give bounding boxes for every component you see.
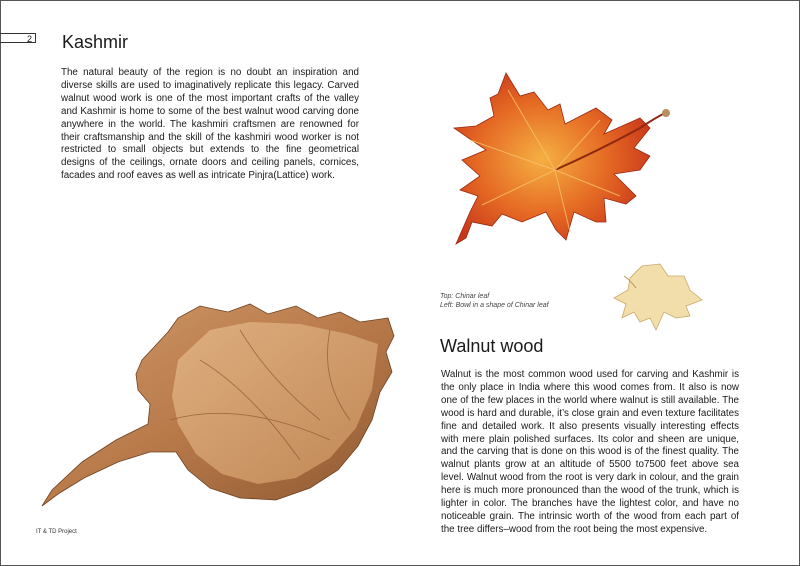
walnut-heading: Walnut wood	[440, 336, 544, 356]
page-number: 2	[0, 33, 36, 43]
image-caption	[440, 292, 549, 310]
footer-text: IT & TD Project	[36, 529, 77, 535]
kashmir-paragraph: The natural beauty of the region is no doubt an inspiration and diverse skills are used to imaginatively replicate this legacy. Carved walnut wood work is one of the most important crafts of the valley and Kashmir is home to some of the best walnut wood carving done anywhere in the world. The kashmiri craftsmen are renowned for their craftsmanship and the skill of the kashmiri wood worker is not restricted to small objects but extends to the fine geometrical designs of the ceilings, ornate doors and ceiling panels, cornices, facades and roof eaves as well as intricate Pinjra(Lattice) work.	[61, 67, 359, 182]
caption-left: Left: Bowl in a shape of Chinar leaf	[440, 302, 549, 309]
kashmir-heading: Kashmir	[62, 32, 129, 52]
caption-top: Top: Chinar leaf	[440, 293, 490, 300]
walnut-paragraph: Walnut is the most common wood used for carving and Kashmir is the only place in India where this wood comes from. It also is now one of the few places in the world where walnut is still available. The wood is hard and durable, it’s close grain and even texture facilitates fine and detailed work. It also presents visually interesting effects with mere plain polished surfaces. Its color and sheen are unique, and the carving that is done on this wood is of the finest quality. The walnut plants grow at an altitude of 5500 to7500 feet above sea level. Walnut wood from the root is very dark in colour, and the grain here is much more pronounced than the wood of the trunk, which is lighter in color. The branches have the lightest color, and have no noticeable grain. The intrinsic worth of the wood from each part of the tree differs–wood from the root being the most expensive.	[441, 369, 739, 535]
